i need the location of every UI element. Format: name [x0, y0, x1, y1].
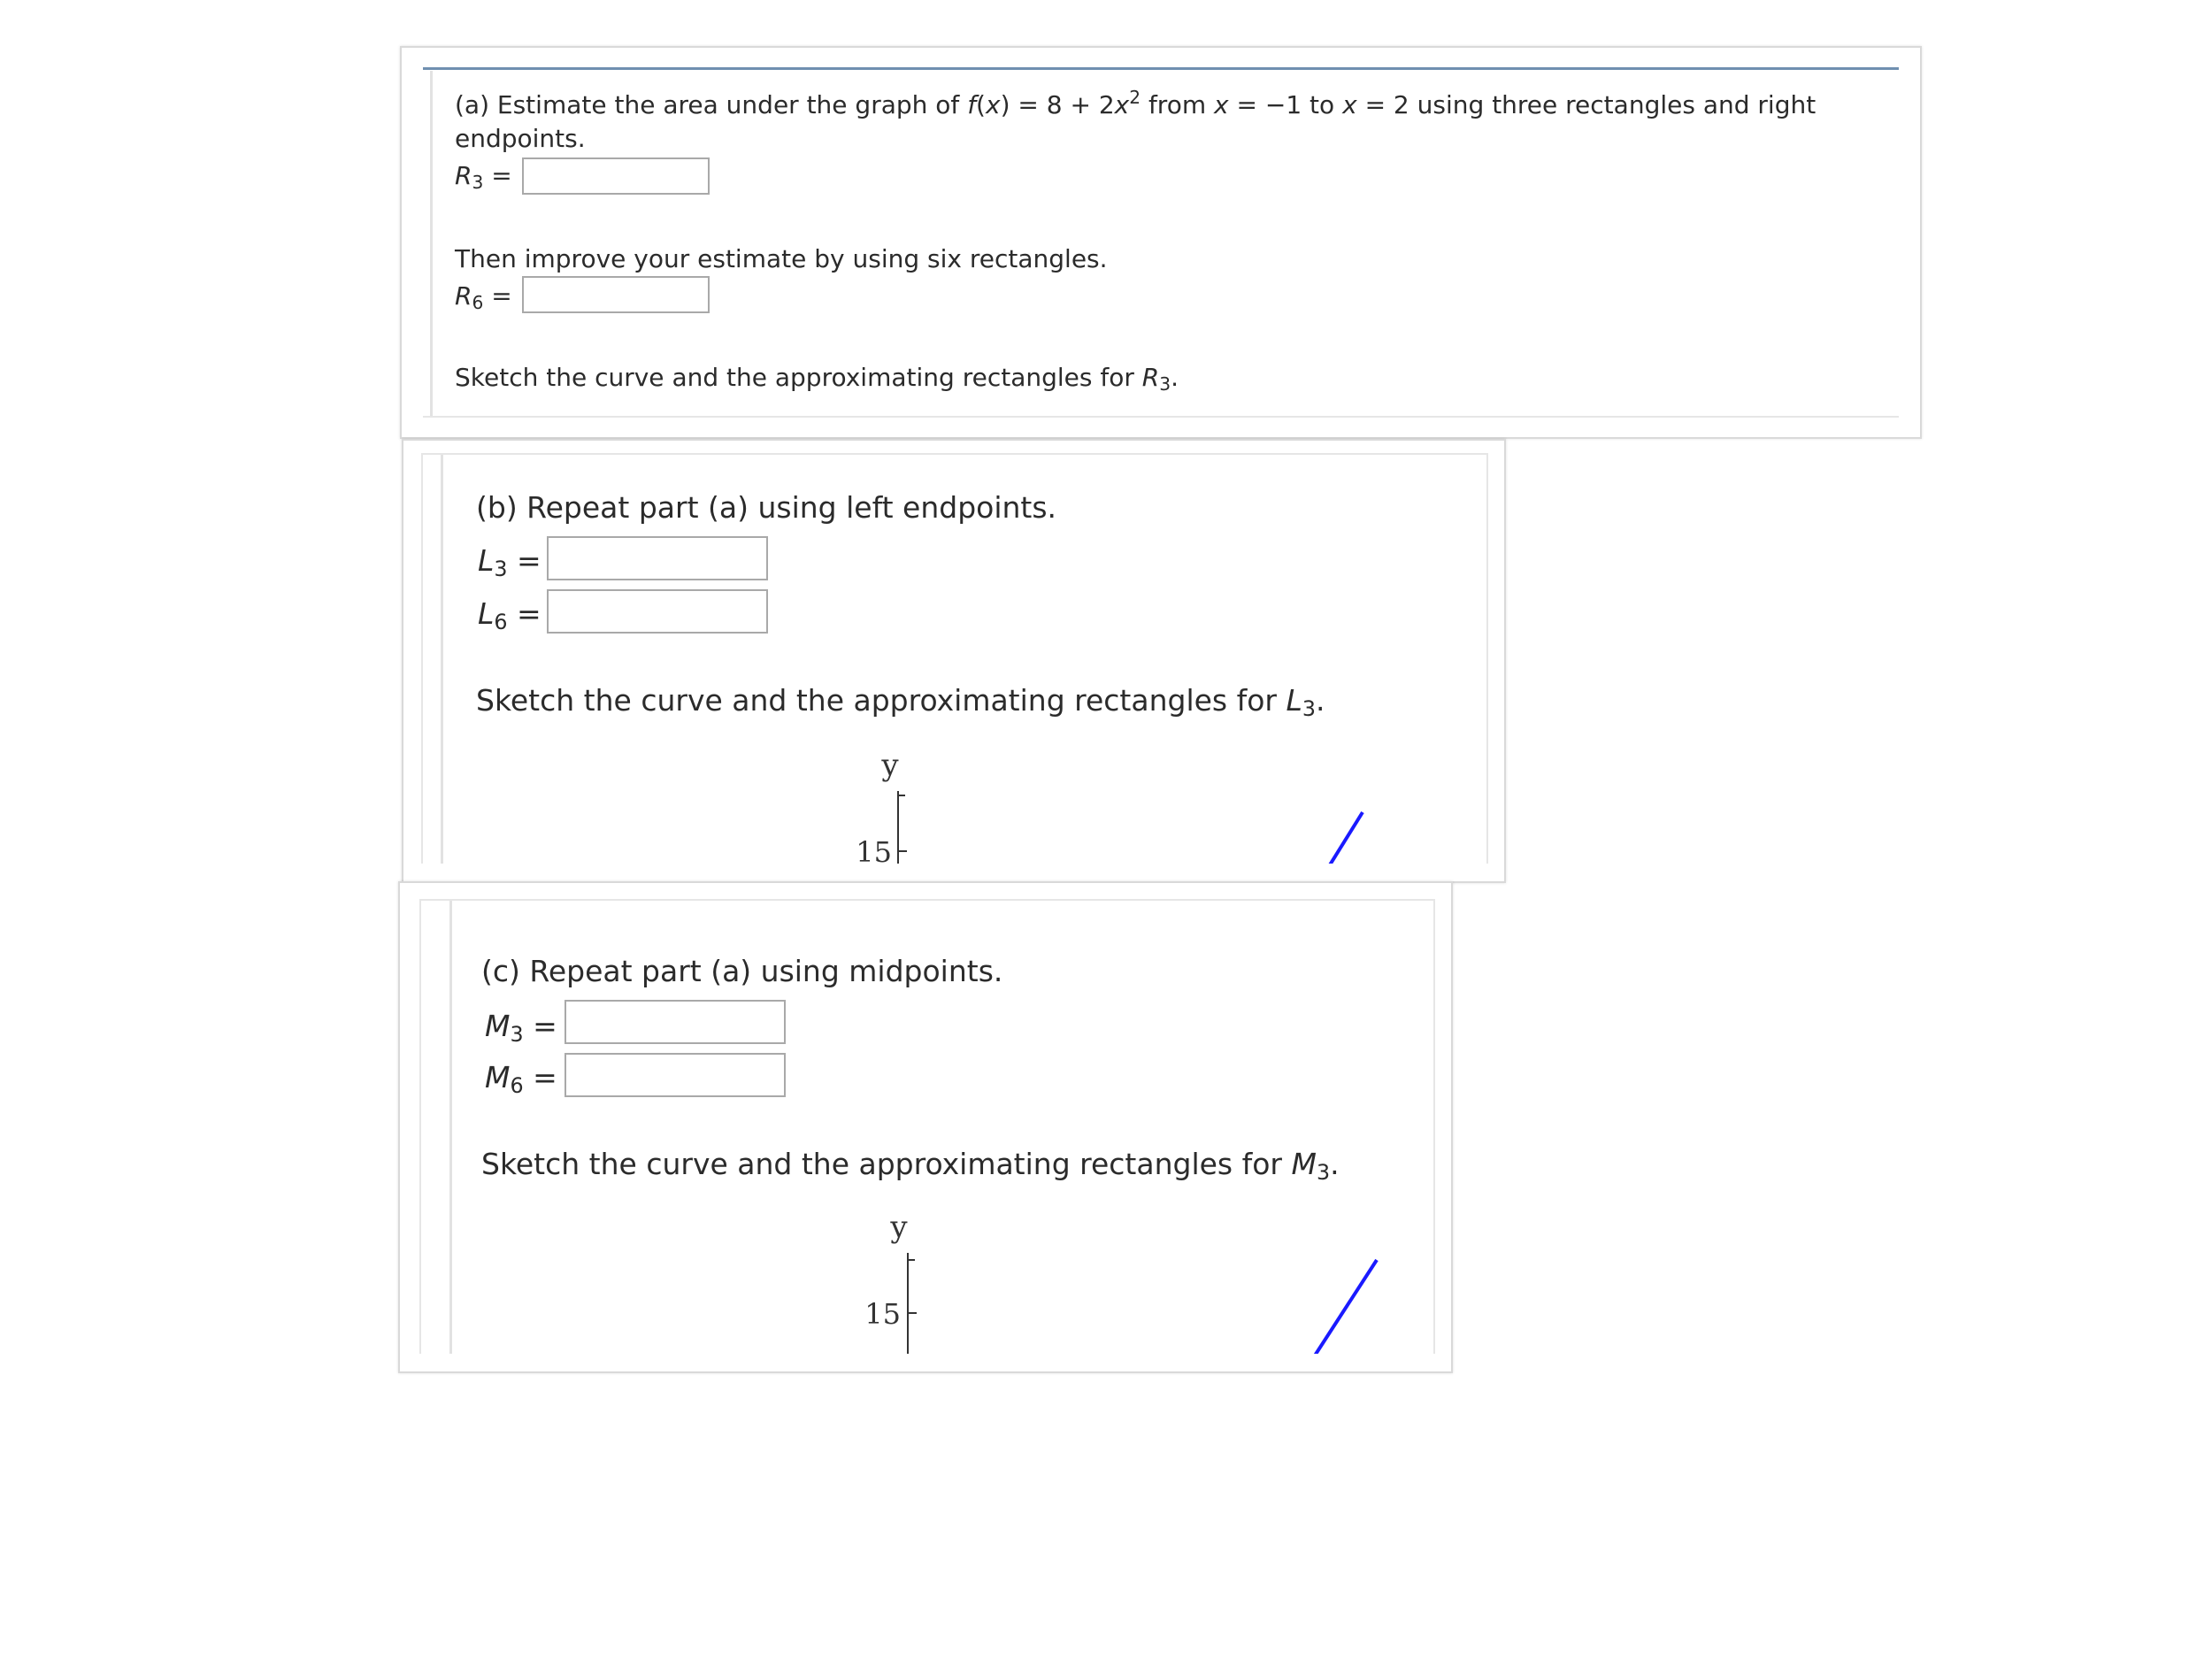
part-a-top-rule	[423, 67, 1899, 70]
r3-input[interactable]	[522, 157, 710, 195]
l3-label: $L_3$ =	[478, 543, 541, 581]
y-axis-label: y	[881, 748, 899, 783]
part-a-question: (a) Estimate the area under the graph of $f(x) = 8 + 2x^2$ from x = −1 to x = 2 using three rectangles and right	[455, 87, 1816, 120]
r6-input[interactable]	[522, 276, 710, 313]
x-variable-4: x	[1342, 90, 1357, 120]
part-a-suffix: using three rectangles and right	[1417, 90, 1816, 120]
bound-start: = −1 to	[1236, 90, 1335, 120]
r6-label: $R_6$ =	[455, 281, 512, 314]
x-variable-3: x	[1214, 90, 1229, 120]
part-a-panel	[400, 46, 1922, 439]
y-tick-label-15: 15	[864, 1297, 901, 1331]
part-c-frame	[419, 899, 1435, 1354]
equation-mid: ) = 8 + 2	[1000, 90, 1115, 120]
x-variable-2: x	[1114, 90, 1130, 120]
part-a-sketch-text: Sketch the curve and the approximating rectangles for $R_3$.	[455, 363, 1179, 396]
part-c-graph	[421, 901, 1433, 1354]
improve-text: Then improve your estimate by using six rectangles.	[455, 244, 1108, 273]
bound-end: = 2	[1364, 90, 1409, 120]
m3-label: $M_3$ =	[485, 1009, 557, 1047]
part-b-heading: (b) Repeat part (a) using left endpoints.	[476, 490, 1057, 525]
part-c-sketch-text: Sketch the curve and the approximating rectangles for $M_3$.	[481, 1147, 1340, 1185]
part-b-panel	[402, 439, 1506, 883]
y-tick-label-15: 15	[856, 835, 892, 864]
curve-line	[1315, 1260, 1377, 1354]
curve-line	[1322, 812, 1363, 864]
from-word: from	[1148, 90, 1207, 120]
m6-label: $M_6$ =	[485, 1060, 557, 1098]
x-variable: x	[985, 90, 1001, 120]
part-a-line2: endpoints.	[455, 124, 586, 153]
exponent: 2	[1129, 87, 1141, 108]
part-b-graph	[423, 455, 1486, 864]
part-b-frame	[421, 453, 1488, 864]
part-a-prefix: (a) Estimate the area under the graph of	[455, 90, 960, 120]
part-b-sketch-text: Sketch the curve and the approximating rectangles for $L_3$.	[476, 683, 1325, 721]
part-c-panel	[398, 881, 1453, 1373]
part-c-heading: (c) Repeat part (a) using midpoints.	[481, 954, 1003, 988]
part-a-bottom-rule	[423, 416, 1899, 418]
function-name: f	[967, 90, 977, 120]
l6-label: $L_6$ =	[478, 596, 541, 634]
part-a-left-bar	[430, 71, 433, 416]
y-axis-label: y	[890, 1210, 908, 1245]
r3-label: $R_3$ =	[455, 161, 512, 194]
